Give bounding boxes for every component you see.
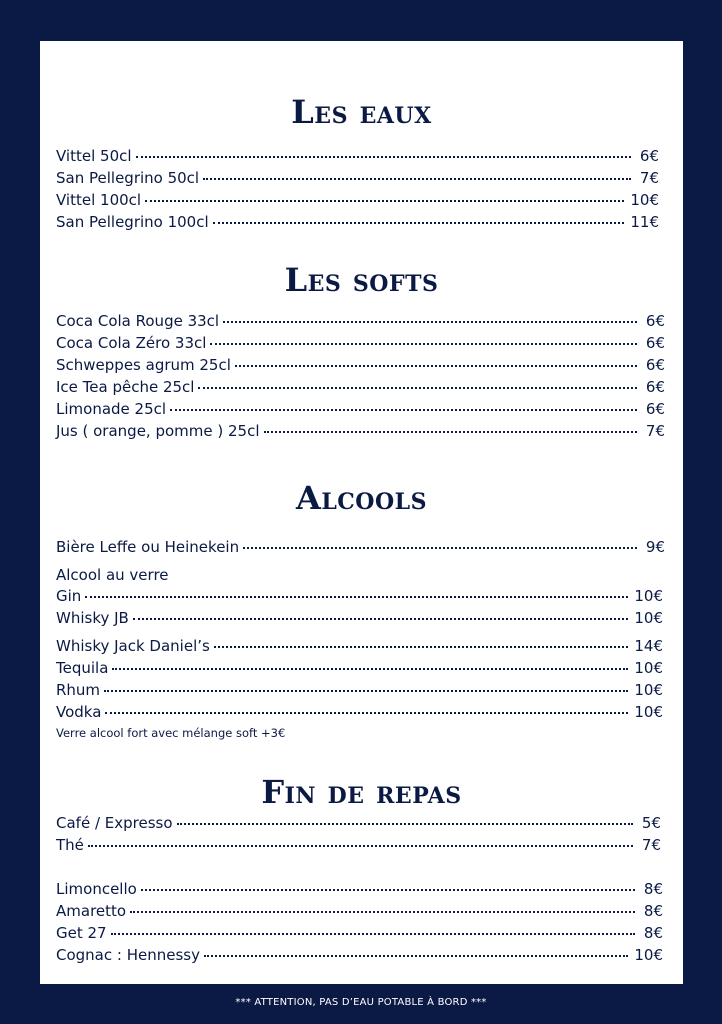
menu-item: Whisky Jack Daniel’s 14€ xyxy=(56,637,663,655)
menu-item: Gin 10€ xyxy=(56,587,663,605)
menu-item: Coca Cola Zéro 33cl 6€ xyxy=(56,334,665,352)
menu-item: San Pellegrino 100cl 11€ xyxy=(56,213,659,231)
menu-item: Jus ( orange, pomme ) 25cl 7€ xyxy=(56,422,665,440)
section-title-eaux: Les eaux xyxy=(291,93,432,131)
menu-item: Thé 7€ xyxy=(56,836,661,854)
menu-item: Bière Leffe ou Heinekein 9€ xyxy=(56,538,665,556)
menu-item: Limoncello 8€ xyxy=(56,880,663,898)
menu-item: Vittel 100cl 10€ xyxy=(56,191,659,209)
menu-item: Tequila 10€ xyxy=(56,659,663,677)
section-title-fin-de-repas: Fin de repas xyxy=(261,773,462,811)
menu-item: Vodka 10€ xyxy=(56,703,663,721)
menu-item: Coca Cola Rouge 33cl 6€ xyxy=(56,312,665,330)
menu-item: Ice Tea pêche 25cl 6€ xyxy=(56,378,665,396)
menu-card xyxy=(40,41,683,984)
menu-item: Rhum 10€ xyxy=(56,681,663,699)
section-title-alcools: Alcools xyxy=(296,479,427,517)
menu-item: Whisky JB 10€ xyxy=(56,609,663,627)
menu-item: Get 27 8€ xyxy=(56,924,663,942)
section-title-softs: Les softs xyxy=(284,261,439,299)
menu-item: Amaretto 8€ xyxy=(56,902,663,920)
subheading-alcool-au-verre: Alcool au verre xyxy=(56,566,169,584)
menu-item: Limonade 25cl 6€ xyxy=(56,400,665,418)
alcool-note: Verre alcool fort avec mélange soft +3€ xyxy=(56,726,286,740)
menu-item: Vittel 50cl 6€ xyxy=(56,147,659,165)
menu-item: San Pellegrino 50cl 7€ xyxy=(56,169,659,187)
footer-warning: *** ATTENTION, PAS D’EAU POTABLE À BORD *** xyxy=(235,997,487,1008)
menu-item: Café / Expresso 5€ xyxy=(56,814,661,832)
menu-item: Schweppes agrum 25cl 6€ xyxy=(56,356,665,374)
menu-item: Cognac : Hennessy 10€ xyxy=(56,946,663,964)
